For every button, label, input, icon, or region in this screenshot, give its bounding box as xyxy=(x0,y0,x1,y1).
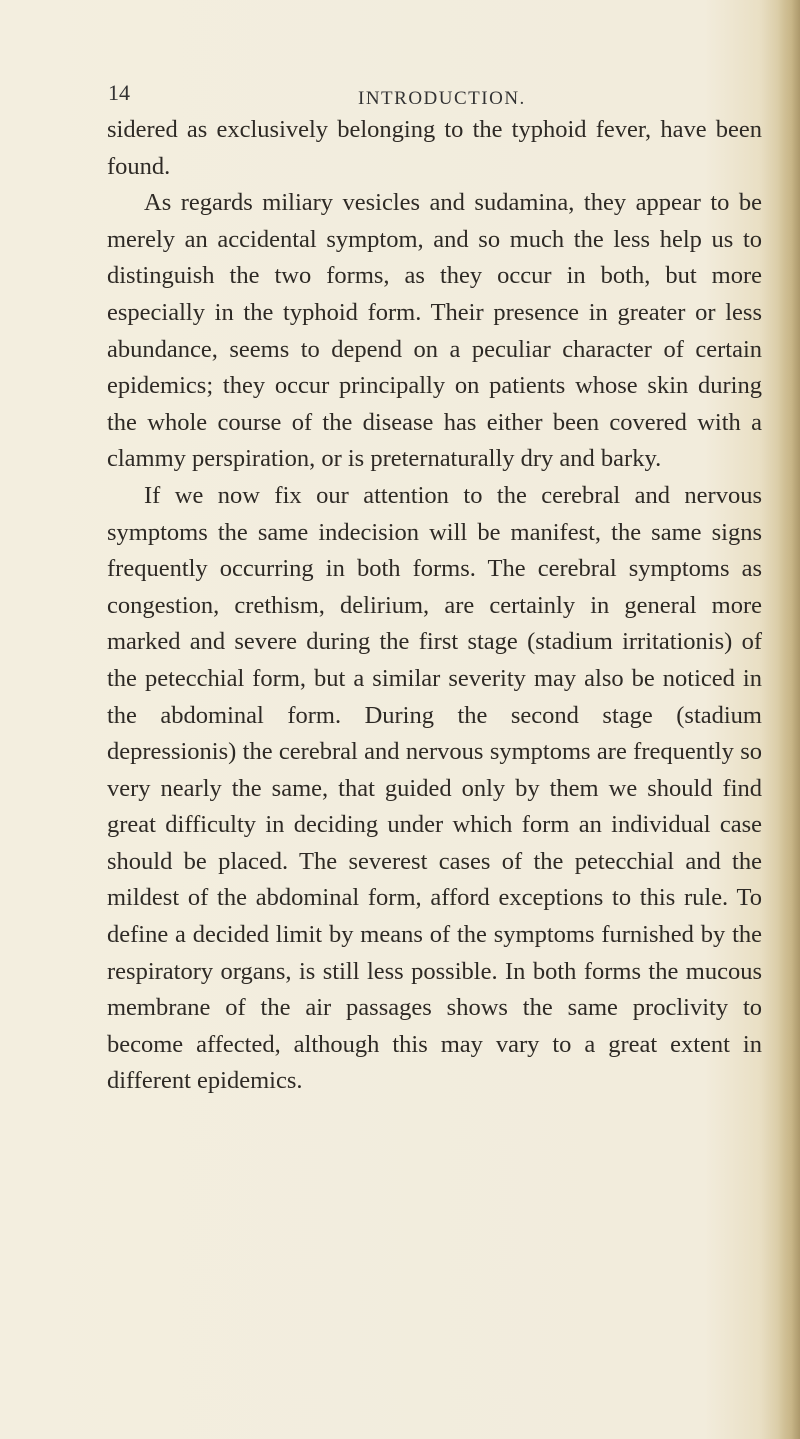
paragraph-miliary-vesicles: As regards miliary vesicles and sudamina, they appear to be merely an accidental symptom, and so much the less help us to distinguish the two forms, as they occur in both, but more especially in the typhoid form. Their presence in greater or less abundance, seems to depend on a peculiar character of certain epidemics; they occur principally on patients whose skin during the whole course of the disease has either been covered with a clammy perspiration, or is preternaturally dry and barky. xyxy=(107,189,762,473)
body-text xyxy=(107,112,762,1100)
paragraph-continuation: sidered as exclusively belonging to the typhoid fever, have been found. xyxy=(107,116,762,180)
paragraph-cerebral-symptoms: If we now fix our attention to the cerebral and nervous symptoms the same indecision will be manifest, the same signs frequently occurring in both forms. The cerebral symptoms as congestion, crethism, delirium, are certainly in general more marked and severe during the first stage (stadium irritationis) of the petecchial form, but a similar severity may also be noticed in the abdominal form. During the second stage (stadium depressionis) the cerebral and nervous symptoms are frequently so very nearly the same, that guided only by them we should find great difficulty in deciding under which form an individual case should be placed. The severest cases of the petecchial and the mildest of the abdominal form, afford exceptions to this rule. To define a decided limit by means of the symptoms furnished by the respiratory organs, is still less possible. In both forms the mucous membrane of the air passages shows the same proclivity to become affected, although this may vary to a great extent in different epidemics. xyxy=(107,481,762,1095)
page-number: 14 xyxy=(108,80,130,105)
page-edge-shadow xyxy=(778,0,800,1439)
running-head: INTRODUCTION. xyxy=(358,88,526,109)
